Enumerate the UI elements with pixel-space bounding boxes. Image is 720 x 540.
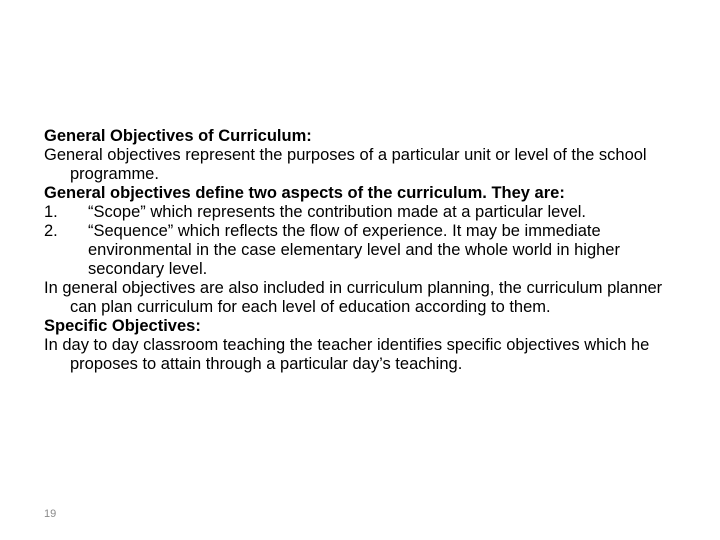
paragraph-specific-objectives: In day to day classroom teaching the teacher identifies specific objectives which he proposes to attain through a particular day’s teaching. [44,336,650,373]
list-number: 1. [44,203,58,221]
paragraph-two-aspects: General objectives define two aspects of the curriculum. They are: [44,184,565,202]
paragraph-curriculum-planning: In general objectives are also included in curriculum planning, the curriculum planner can plan curriculum for each level of education according to them. [44,279,663,316]
list-text: “Sequence” which reflects the flow of experience. It may be immediate environmental in the case elementary level and the whole world in higher secondary level. [88,222,620,278]
list-text: “Scope” which represents the contribution made at a particular level. [88,203,587,221]
heading-general-objectives: General Objectives of Curriculum: [44,127,312,145]
page-number: 19 [44,508,57,520]
paragraph-general-objectives: General objectives represent the purposes of a particular unit or level of the school programme. [44,146,647,183]
heading-specific-objectives: Specific Objectives: [44,317,201,335]
list-number: 2. [44,222,58,240]
slide-body [44,127,684,374]
list-item [44,203,684,222]
list-item [44,222,684,279]
